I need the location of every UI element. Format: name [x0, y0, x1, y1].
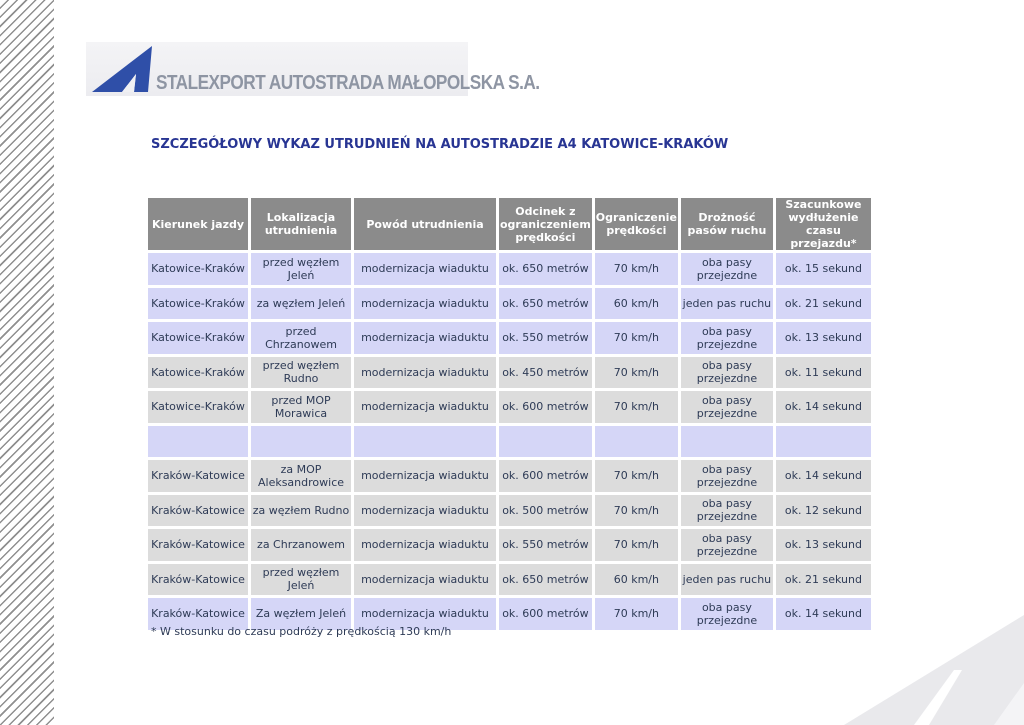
- table-cell: modernizacja wiaduktu: [354, 322, 496, 354]
- table-row: [148, 288, 871, 320]
- header-cell: Szacunkowe wydłużenie czasu przejazdu*: [776, 198, 871, 250]
- header-cell: Odcinek z ograniczeniem prędkości: [499, 198, 592, 250]
- table-cell: ok. 550 metrów: [499, 529, 592, 561]
- table-cell: ok. 21 sekund: [776, 288, 871, 320]
- table-cell: modernizacja wiaduktu: [354, 253, 496, 285]
- table-cell: 60 km/h: [595, 288, 678, 320]
- table-row: [148, 564, 871, 596]
- table-row: [148, 357, 871, 389]
- table-cell: ok. 13 sekund: [776, 322, 871, 354]
- table-cell: modernizacja wiaduktu: [354, 564, 496, 596]
- header-cell: Ograniczenie prędkości: [595, 198, 678, 250]
- table-cell: 60 km/h: [595, 564, 678, 596]
- footnote: * W stosunku do czasu podróży z prędkością 130 km/h: [151, 625, 452, 638]
- table-cell: Katowice-Kraków: [148, 357, 248, 389]
- table-cell: 70 km/h: [595, 529, 678, 561]
- table-cell: ok. 600 metrów: [499, 598, 592, 630]
- table-cell: ok. 500 metrów: [499, 495, 592, 527]
- table-cell: Za węzłem Jeleń: [251, 598, 351, 630]
- table-cell: 70 km/h: [595, 391, 678, 423]
- table-cell: Kraków-Katowice: [148, 460, 248, 492]
- table-cell: przed węzłem Jeleń: [251, 564, 351, 596]
- table-cell: za węzłem Jeleń: [251, 288, 351, 320]
- table-header-row: [148, 198, 871, 250]
- table-cell: ok. 650 metrów: [499, 253, 592, 285]
- table-cell: Kraków-Katowice: [148, 564, 248, 596]
- table-cell: modernizacja wiaduktu: [354, 288, 496, 320]
- table-cell: ok. 15 sekund: [776, 253, 871, 285]
- header-cell: Drożność pasów ruchu: [681, 198, 773, 250]
- table-cell: za węzłem Rudno: [251, 495, 351, 527]
- table-cell: ok. 12 sekund: [776, 495, 871, 527]
- table-cell: jeden pas ruchu: [681, 564, 773, 596]
- table-cell: 70 km/h: [595, 598, 678, 630]
- table-cell: za Chrzanowem: [251, 529, 351, 561]
- table-cell: [681, 426, 773, 458]
- table-cell: ok. 14 sekund: [776, 391, 871, 423]
- table-cell: modernizacja wiaduktu: [354, 495, 496, 527]
- table-cell: [499, 426, 592, 458]
- table-cell: ok. 600 metrów: [499, 460, 592, 492]
- table-cell: ok. 13 sekund: [776, 529, 871, 561]
- table-cell: Katowice-Kraków: [148, 288, 248, 320]
- company-name: STALEXPORT AUTOSTRADA MAŁOPOLSKA S.A.: [156, 72, 540, 94]
- table-cell: [776, 426, 871, 458]
- disruptions-table: [145, 195, 874, 633]
- table-cell: przed węzłem Rudno: [251, 357, 351, 389]
- table-cell: ok. 600 metrów: [499, 391, 592, 423]
- table-cell: Kraków-Katowice: [148, 598, 248, 630]
- table-row: [148, 322, 871, 354]
- table-cell: przed Chrzanowem: [251, 322, 351, 354]
- table-cell: modernizacja wiaduktu: [354, 357, 496, 389]
- table-row: [148, 460, 871, 492]
- table-cell: 70 km/h: [595, 460, 678, 492]
- table-cell: ok. 14 sekund: [776, 460, 871, 492]
- table-cell: [354, 426, 496, 458]
- table-cell: oba pasy przejezdne: [681, 529, 773, 561]
- table-cell: ok. 14 sekund: [776, 598, 871, 630]
- table-cell: [251, 426, 351, 458]
- table-row: [148, 495, 871, 527]
- table-row: [148, 253, 871, 285]
- table-cell: 70 km/h: [595, 495, 678, 527]
- table-cell: ok. 550 metrów: [499, 322, 592, 354]
- table-cell: 70 km/h: [595, 357, 678, 389]
- table-row: [148, 391, 871, 423]
- table-cell: modernizacja wiaduktu: [354, 391, 496, 423]
- company-logo: [86, 42, 540, 96]
- table-cell: modernizacja wiaduktu: [354, 598, 496, 630]
- table-cell: oba pasy przejezdne: [681, 391, 773, 423]
- table-cell: za MOP Aleksandrowice: [251, 460, 351, 492]
- table-cell: przed MOP Morawica: [251, 391, 351, 423]
- table-cell: Katowice-Kraków: [148, 322, 248, 354]
- table-cell: ok. 650 metrów: [499, 564, 592, 596]
- header-cell: Powód utrudnienia: [354, 198, 496, 250]
- table-cell: oba pasy przejezdne: [681, 357, 773, 389]
- table-cell: Kraków-Katowice: [148, 495, 248, 527]
- header-cell: Kierunek jazdy: [148, 198, 248, 250]
- table-cell: Katowice-Kraków: [148, 391, 248, 423]
- table-cell: 70 km/h: [595, 253, 678, 285]
- table-row: [148, 529, 871, 561]
- table-cell: przed węzłem Jeleń: [251, 253, 351, 285]
- table-cell: 70 km/h: [595, 322, 678, 354]
- table-cell: Kraków-Katowice: [148, 529, 248, 561]
- table-cell: modernizacja wiaduktu: [354, 529, 496, 561]
- logo-a-icon: [92, 44, 154, 94]
- table-cell: oba pasy przejezdne: [681, 322, 773, 354]
- page-title: SZCZEGÓŁOWY WYKAZ UTRUDNIEŃ NA AUTOSTRADZIE A4 KATOWICE-KRAKÓW: [151, 137, 729, 152]
- table-cell: oba pasy przejezdne: [681, 598, 773, 630]
- table-cell: ok. 450 metrów: [499, 357, 592, 389]
- table-cell: modernizacja wiaduktu: [354, 460, 496, 492]
- table-cell: jeden pas ruchu: [681, 288, 773, 320]
- table-cell: ok. 650 metrów: [499, 288, 592, 320]
- table-separator-row: [148, 426, 871, 458]
- table-cell: Katowice-Kraków: [148, 253, 248, 285]
- table-cell: ok. 11 sekund: [776, 357, 871, 389]
- hatched-border-decoration: [0, 0, 54, 725]
- table-cell: oba pasy przejezdne: [681, 495, 773, 527]
- header-cell: Lokalizacja utrudnienia: [251, 198, 351, 250]
- table-cell: [148, 426, 248, 458]
- table-cell: [595, 426, 678, 458]
- table-cell: oba pasy przejezdne: [681, 460, 773, 492]
- table-cell: ok. 21 sekund: [776, 564, 871, 596]
- table-cell: oba pasy przejezdne: [681, 253, 773, 285]
